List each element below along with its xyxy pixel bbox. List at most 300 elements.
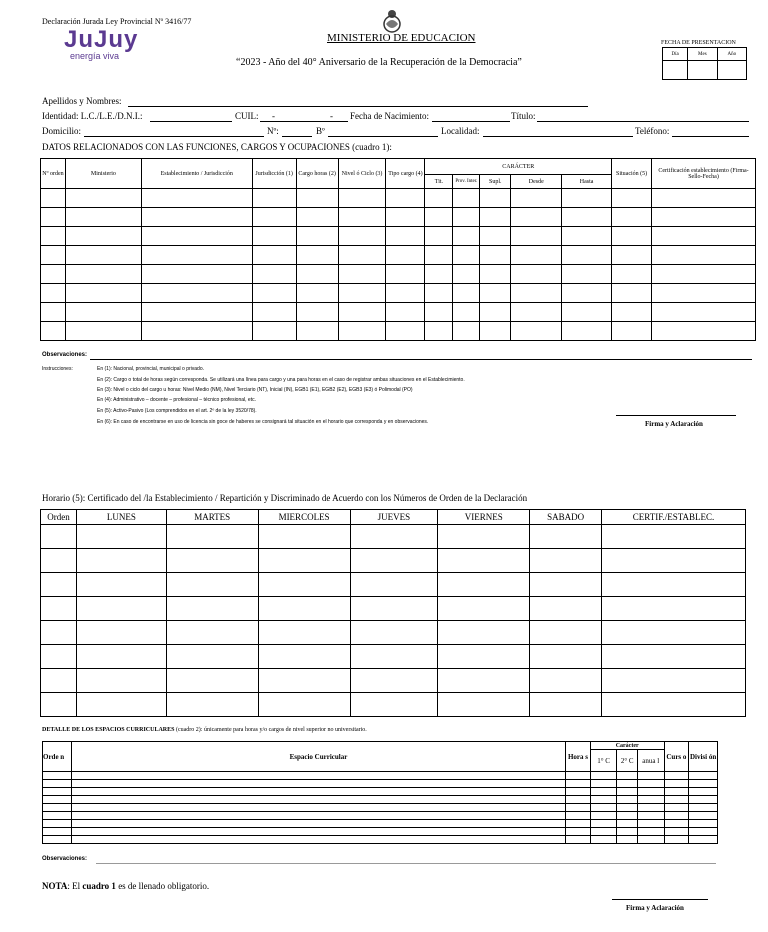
horario-cell[interactable] — [350, 693, 438, 717]
cuadro1-cell[interactable] — [41, 246, 66, 265]
cuadro1-cell[interactable] — [296, 322, 338, 341]
cuadro2-cell[interactable] — [689, 772, 718, 780]
cuadro1-cell[interactable] — [511, 227, 562, 246]
horario-cell[interactable] — [438, 597, 530, 621]
cuadro1-cell[interactable] — [65, 246, 141, 265]
instruccion-1: En (1): Nacional, provincial, municipal o privado. — [97, 366, 204, 372]
nota-label: NOTA — [42, 881, 68, 891]
cuadro2-cell[interactable] — [590, 836, 617, 844]
cuadro1-cell[interactable] — [511, 322, 562, 341]
cuadro2-cell[interactable] — [637, 788, 664, 796]
horario-cell[interactable] — [438, 645, 530, 669]
observaciones-field-2[interactable] — [96, 863, 716, 864]
cuadro1-cell[interactable] — [612, 265, 652, 284]
signature-line-1[interactable] — [616, 415, 736, 416]
cuadro2-cell[interactable] — [617, 796, 638, 804]
cuadro1-cell[interactable] — [453, 189, 480, 208]
cuadro1-cell[interactable] — [252, 246, 296, 265]
horario-cell[interactable] — [41, 597, 77, 621]
horario-cell[interactable] — [41, 645, 77, 669]
cuadro1-cell[interactable] — [612, 284, 652, 303]
cuadro1-cell[interactable] — [480, 303, 511, 322]
cuadro2-cell[interactable] — [43, 772, 72, 780]
cuadro1-cell[interactable] — [511, 189, 562, 208]
month-header: Mes — [688, 48, 717, 61]
c2-col-1c: 1° C — [590, 750, 617, 772]
signature-line-2[interactable] — [612, 899, 708, 900]
domicilio-field[interactable] — [84, 136, 264, 137]
cuadro1-cell[interactable] — [386, 322, 425, 341]
cuadro2-cell[interactable] — [689, 812, 718, 820]
cuadro1-cell[interactable] — [338, 322, 386, 341]
cuadro1-cell[interactable] — [65, 227, 141, 246]
cuadro2-cell[interactable] — [617, 804, 638, 812]
cuadro2-cell[interactable] — [566, 796, 591, 804]
horario-cell[interactable] — [350, 621, 438, 645]
cuadro2-cell[interactable] — [617, 788, 638, 796]
cuadro1-cell[interactable] — [41, 208, 66, 227]
cuadro1-cell[interactable] — [338, 265, 386, 284]
cuadro1-row — [41, 322, 756, 341]
horario-cell[interactable] — [76, 693, 166, 717]
cuadro2-row — [43, 772, 718, 780]
cuadro1-cell[interactable] — [386, 284, 425, 303]
cuadro1-cell[interactable] — [425, 322, 453, 341]
cuadro2-cell[interactable] — [664, 820, 689, 828]
cuadro1-cell[interactable] — [41, 265, 66, 284]
cuadro2-cell[interactable] — [637, 820, 664, 828]
nota — [42, 881, 209, 891]
cuadro2-cell[interactable] — [689, 804, 718, 812]
cuadro1-cell[interactable] — [41, 322, 66, 341]
cuadro2-cell[interactable] — [617, 780, 638, 788]
telefono-field[interactable] — [672, 136, 749, 137]
cuadro1-cell[interactable] — [480, 208, 511, 227]
cuadro2-cell[interactable] — [566, 820, 591, 828]
cuadro2-cell[interactable] — [637, 812, 664, 820]
cuadro2-cell[interactable] — [664, 828, 689, 836]
horario-cell[interactable] — [350, 597, 438, 621]
cuadro1-cell[interactable] — [141, 227, 252, 246]
cuadro1-cell[interactable] — [612, 303, 652, 322]
cuadro1-cell[interactable] — [562, 227, 612, 246]
horario-cell[interactable] — [602, 573, 746, 597]
horario-cell[interactable] — [41, 573, 77, 597]
cuadro2-cell[interactable] — [43, 804, 72, 812]
year-motto: “2023 - Año del 40° Aniversario de la Recuperación de la Democracia” — [236, 57, 522, 68]
horario-cell[interactable] — [530, 549, 602, 573]
horario-cell[interactable] — [602, 669, 746, 693]
horario-cell[interactable] — [602, 621, 746, 645]
cuadro1-cell[interactable] — [296, 303, 338, 322]
localidad-field[interactable] — [483, 136, 633, 137]
cuadro2-cell[interactable] — [43, 796, 72, 804]
cuadro2-cell[interactable] — [566, 836, 591, 844]
horario-cell[interactable] — [438, 525, 530, 549]
horario-cell[interactable] — [41, 549, 77, 573]
cuadro1-cell[interactable] — [652, 265, 756, 284]
cuadro1-cell[interactable] — [252, 322, 296, 341]
cuadro1-cell[interactable] — [511, 303, 562, 322]
cuadro1-cell[interactable] — [252, 303, 296, 322]
cuadro1-cell[interactable] — [511, 208, 562, 227]
horario-cell[interactable] — [41, 693, 77, 717]
instrucciones-label: Instrucciones: — [42, 366, 73, 372]
cuadro1-cell[interactable] — [425, 265, 453, 284]
horario-cell[interactable] — [530, 573, 602, 597]
cuadro2-cell[interactable] — [689, 820, 718, 828]
cuadro1-cell[interactable] — [453, 322, 480, 341]
cuadro1-cell[interactable] — [453, 265, 480, 284]
cuadro1-cell[interactable] — [652, 322, 756, 341]
cuadro1-cell[interactable] — [652, 246, 756, 265]
cuadro2-cell[interactable] — [566, 812, 591, 820]
cuadro1-cell[interactable] — [296, 265, 338, 284]
nota-text-2: es de llenado obligatorio. — [115, 881, 210, 891]
cuadro1-cell[interactable] — [652, 303, 756, 322]
horario-cell[interactable] — [438, 669, 530, 693]
jujuy-logo: JuJuy — [64, 26, 139, 53]
month-field[interactable] — [688, 61, 717, 80]
cuadro2-cell[interactable] — [590, 796, 617, 804]
horario-cell[interactable] — [530, 525, 602, 549]
cuadro1-row — [41, 227, 756, 246]
cuadro1-cell[interactable] — [252, 189, 296, 208]
cuadro2-cell[interactable] — [617, 772, 638, 780]
cuadro1-cell[interactable] — [425, 284, 453, 303]
horario-cell[interactable] — [350, 645, 438, 669]
horario-cell[interactable] — [530, 693, 602, 717]
cuadro1-cell[interactable] — [338, 246, 386, 265]
cuadro1-cell[interactable] — [562, 246, 612, 265]
cuadro2-cell[interactable] — [71, 828, 565, 836]
cuadro1-cell[interactable] — [425, 303, 453, 322]
cuadro1-cell[interactable] — [511, 265, 562, 284]
cuadro1-cell[interactable] — [338, 284, 386, 303]
cuadro2-cell[interactable] — [566, 772, 591, 780]
horario-col-header: MARTES — [166, 510, 258, 525]
cuadro1-cell[interactable] — [65, 284, 141, 303]
cuadro1-row — [41, 284, 756, 303]
cuadro1-cell[interactable] — [386, 303, 425, 322]
cuadro1-cell[interactable] — [338, 208, 386, 227]
horario-cell[interactable] — [166, 669, 258, 693]
cuadro1-cell[interactable] — [562, 322, 612, 341]
cuadro2-cell[interactable] — [566, 828, 591, 836]
cuadro1-cell[interactable] — [141, 284, 252, 303]
cuadro2-cell[interactable] — [43, 788, 72, 796]
cuadro1-cell[interactable] — [65, 322, 141, 341]
horario-cell[interactable] — [41, 621, 77, 645]
horario-cell[interactable] — [438, 693, 530, 717]
cuadro2-cell[interactable] — [664, 772, 689, 780]
horario-cell[interactable] — [602, 597, 746, 621]
horario-header-row — [41, 510, 746, 525]
horario-cell[interactable] — [258, 645, 350, 669]
cuadro1-cell[interactable] — [612, 322, 652, 341]
horario-cell[interactable] — [438, 621, 530, 645]
cuadro2-cell[interactable] — [71, 812, 565, 820]
cuadro2-cell[interactable] — [637, 828, 664, 836]
cuadro1-cell[interactable] — [338, 303, 386, 322]
cuadro1-cell[interactable] — [480, 246, 511, 265]
cuadro2-cell[interactable] — [71, 804, 565, 812]
cuadro2-row — [43, 796, 718, 804]
horario-cell[interactable] — [602, 549, 746, 573]
horario-cell[interactable] — [350, 525, 438, 549]
cuadro1-cell[interactable] — [141, 189, 252, 208]
cuadro1-cell[interactable] — [480, 227, 511, 246]
cuadro2-cell[interactable] — [590, 780, 617, 788]
cuadro1-cell[interactable] — [480, 265, 511, 284]
cuadro2-cell[interactable] — [637, 796, 664, 804]
horario-cell[interactable] — [76, 525, 166, 549]
instruccion-3: En (3): Nivel o ciclo del cargo u horas: Nivel Medio (NM), Nivel Terciario (NT), Inicial (IN), EGB1 (E1), EGB2 (E2), EGB3 (E3) ó Polimodal (PO) — [97, 387, 413, 393]
cuadro1-cell[interactable] — [386, 265, 425, 284]
numero-field[interactable] — [282, 136, 312, 137]
cuadro2-row — [43, 820, 718, 828]
horario-col-header: Orden — [41, 510, 77, 525]
titulo-field[interactable] — [537, 121, 749, 122]
cuadro2-cell[interactable] — [664, 836, 689, 844]
cuadro1-cell[interactable] — [612, 227, 652, 246]
horario-col-header: LUNES — [76, 510, 166, 525]
cuadro1-cell[interactable] — [65, 303, 141, 322]
cuadro2-cell[interactable] — [689, 828, 718, 836]
cuadro1-cell[interactable] — [296, 189, 338, 208]
cuadro2-cell[interactable] — [637, 772, 664, 780]
cuadro2-cell[interactable] — [43, 780, 72, 788]
cuadro1-cell[interactable] — [141, 322, 252, 341]
cuadro1-cell[interactable] — [141, 265, 252, 284]
cuadro1-cell[interactable] — [652, 189, 756, 208]
cuadro1-cell[interactable] — [480, 322, 511, 341]
cuadro1-cell[interactable] — [338, 189, 386, 208]
cuadro1-cell[interactable] — [612, 208, 652, 227]
col-orden: Nº orden — [41, 159, 66, 189]
cuadro2-cell[interactable] — [566, 788, 591, 796]
horario-cell[interactable] — [166, 525, 258, 549]
cuadro2-cell[interactable] — [617, 820, 638, 828]
cuadro1-cell[interactable] — [652, 208, 756, 227]
horario-cell[interactable] — [166, 573, 258, 597]
cuadro2-cell[interactable] — [71, 836, 565, 844]
cuadro1-cell[interactable] — [425, 246, 453, 265]
cuadro1-cell[interactable] — [453, 284, 480, 303]
horario-cell[interactable] — [530, 669, 602, 693]
year-field[interactable] — [717, 61, 746, 80]
nota-bold: cuadro 1 — [82, 881, 116, 891]
horario-cell[interactable] — [350, 549, 438, 573]
cuadro2-cell[interactable] — [664, 812, 689, 820]
cuadro2-cell[interactable] — [664, 804, 689, 812]
cuadro1-cell[interactable] — [65, 265, 141, 284]
horario-cell[interactable] — [602, 525, 746, 549]
c2-col-espacio: Espacio Curricular — [71, 742, 565, 772]
horario-cell[interactable] — [530, 597, 602, 621]
horario-cell[interactable] — [258, 669, 350, 693]
fecha-nacimiento-field[interactable] — [432, 121, 510, 122]
cuadro2-cell[interactable] — [590, 812, 617, 820]
cuadro2-cell[interactable] — [617, 828, 638, 836]
cuadro1-cell[interactable] — [425, 227, 453, 246]
horario-cell[interactable] — [76, 645, 166, 669]
horario-cell[interactable] — [76, 621, 166, 645]
cuadro1-table — [40, 158, 756, 341]
cuadro2-cell[interactable] — [43, 820, 72, 828]
cuadro1-cell[interactable] — [338, 227, 386, 246]
apellidos-field[interactable] — [128, 106, 588, 107]
cuadro1-cell[interactable] — [612, 189, 652, 208]
cuadro2-cell[interactable] — [617, 812, 638, 820]
cuadro2-cell[interactable] — [617, 836, 638, 844]
cuadro2-cell[interactable] — [43, 828, 72, 836]
cuadro2-cell[interactable] — [71, 820, 565, 828]
cuadro2-cell[interactable] — [590, 828, 617, 836]
identidad-field[interactable] — [150, 121, 232, 122]
cuadro1-cell[interactable] — [252, 265, 296, 284]
horario-cell[interactable] — [166, 645, 258, 669]
horario-cell[interactable] — [76, 597, 166, 621]
cuadro1-cell[interactable] — [296, 227, 338, 246]
cuadro2-cell[interactable] — [43, 836, 72, 844]
col-desde: Desde — [511, 175, 562, 189]
horario-cell[interactable] — [438, 549, 530, 573]
cuadro2-cell[interactable] — [689, 836, 718, 844]
cuadro1-cell[interactable] — [652, 284, 756, 303]
horario-cell[interactable] — [76, 669, 166, 693]
day-field[interactable] — [663, 61, 688, 80]
cuil-field[interactable] — [260, 121, 348, 122]
horario-cell[interactable] — [602, 645, 746, 669]
cuadro2-cell[interactable] — [664, 780, 689, 788]
cuadro2-cell[interactable] — [590, 820, 617, 828]
horario-cell[interactable] — [166, 621, 258, 645]
cuadro1-cell[interactable] — [480, 189, 511, 208]
horario-cell[interactable] — [258, 693, 350, 717]
cuadro1-cell[interactable] — [652, 227, 756, 246]
horario-cell[interactable] — [166, 597, 258, 621]
cuadro2-cell[interactable] — [71, 788, 565, 796]
horario-cell[interactable] — [438, 573, 530, 597]
cuadro1-cell[interactable] — [296, 208, 338, 227]
cuadro1-cell[interactable] — [511, 246, 562, 265]
horario-cell[interactable] — [166, 549, 258, 573]
cuadro1-cell[interactable] — [562, 284, 612, 303]
cuadro1-cell[interactable] — [612, 246, 652, 265]
cuadro1-cell[interactable] — [453, 246, 480, 265]
cuadro1-cell[interactable] — [65, 189, 141, 208]
cuadro2-cell[interactable] — [689, 780, 718, 788]
cuadro2-cell[interactable] — [590, 772, 617, 780]
cuadro1-cell[interactable] — [141, 303, 252, 322]
c2-col-curso: Curs o — [664, 742, 689, 772]
horario-cell[interactable] — [350, 573, 438, 597]
cuadro1-cell[interactable] — [141, 246, 252, 265]
horario-cell[interactable] — [258, 573, 350, 597]
cuadro2-cell[interactable] — [637, 804, 664, 812]
cuadro1-cell[interactable] — [425, 208, 453, 227]
horario-cell[interactable] — [76, 573, 166, 597]
declaration-law: Declaración Jurada Ley Provincial Nº 3416/77 — [42, 17, 192, 26]
cuadro2-cell[interactable] — [637, 780, 664, 788]
cuadro1-cell[interactable] — [41, 189, 66, 208]
cuadro2-cell[interactable] — [590, 788, 617, 796]
cuadro2-cell[interactable] — [71, 796, 565, 804]
cuadro1-cell[interactable] — [386, 189, 425, 208]
cuadro1-cell[interactable] — [41, 227, 66, 246]
cuadro2-cell[interactable] — [689, 788, 718, 796]
horario-cell[interactable] — [258, 525, 350, 549]
horario-cell[interactable] — [530, 621, 602, 645]
cuadro1-cell[interactable] — [480, 284, 511, 303]
cuadro2-cell[interactable] — [664, 796, 689, 804]
cuadro2-table — [42, 741, 718, 844]
barrio-field[interactable] — [328, 136, 438, 137]
horario-cell[interactable] — [41, 669, 77, 693]
horario-cell[interactable] — [166, 693, 258, 717]
cuadro1-cell[interactable] — [562, 265, 612, 284]
cuadro1-cell[interactable] — [425, 189, 453, 208]
horario-cell[interactable] — [258, 621, 350, 645]
horario-cell[interactable] — [76, 549, 166, 573]
horario-cell[interactable] — [530, 645, 602, 669]
horario-cell[interactable] — [258, 597, 350, 621]
observaciones-field[interactable] — [90, 359, 752, 360]
cuadro1-cell[interactable] — [65, 208, 141, 227]
cuadro1-row — [41, 189, 756, 208]
cuadro1-cell[interactable] — [562, 208, 612, 227]
horario-cell[interactable] — [41, 525, 77, 549]
cuadro2-cell[interactable] — [566, 780, 591, 788]
cuadro1-cell[interactable] — [511, 284, 562, 303]
cuadro1-cell[interactable] — [453, 208, 480, 227]
cuadro2-cell[interactable] — [689, 796, 718, 804]
horario-cell[interactable] — [602, 693, 746, 717]
cuadro2-cell[interactable] — [71, 780, 565, 788]
cuadro2-cell[interactable] — [566, 804, 591, 812]
cuadro2-cell[interactable] — [664, 788, 689, 796]
cuadro1-cell[interactable] — [386, 246, 425, 265]
horario-cell[interactable] — [350, 669, 438, 693]
cuadro1-cell[interactable] — [296, 284, 338, 303]
cuadro1-cell[interactable] — [453, 303, 480, 322]
cuadro1-cell[interactable] — [453, 227, 480, 246]
presentation-date-label: FECHA DE PRESENTACION — [661, 40, 736, 46]
cuadro1-cell[interactable] — [141, 208, 252, 227]
cuadro1-cell[interactable] — [252, 284, 296, 303]
cuadro1-cell[interactable] — [252, 208, 296, 227]
cuadro1-cell[interactable] — [386, 227, 425, 246]
col-caracter: CARÁCTER — [425, 159, 612, 175]
cuadro1-cell[interactable] — [252, 227, 296, 246]
horario-table — [40, 509, 746, 717]
col-tipo: Tipo cargo (4) — [386, 159, 425, 189]
cuadro1-cell[interactable] — [386, 208, 425, 227]
horario-cell[interactable] — [258, 549, 350, 573]
cuadro2-cell[interactable] — [637, 836, 664, 844]
cuadro1-cell[interactable] — [41, 284, 66, 303]
cuadro2-cell[interactable] — [71, 772, 565, 780]
cuadro1-cell[interactable] — [296, 246, 338, 265]
cuadro2-row — [43, 804, 718, 812]
cuadro2-cell[interactable] — [590, 804, 617, 812]
cuadro2-title-rest: (cuadro 2): únicamente para horas y/o cargos de nivel superior no universitario. — [175, 727, 367, 733]
cuadro2-cell[interactable] — [43, 812, 72, 820]
cuadro1-cell[interactable] — [562, 189, 612, 208]
cuadro1-cell[interactable] — [41, 303, 66, 322]
cuadro1-cell[interactable] — [562, 303, 612, 322]
